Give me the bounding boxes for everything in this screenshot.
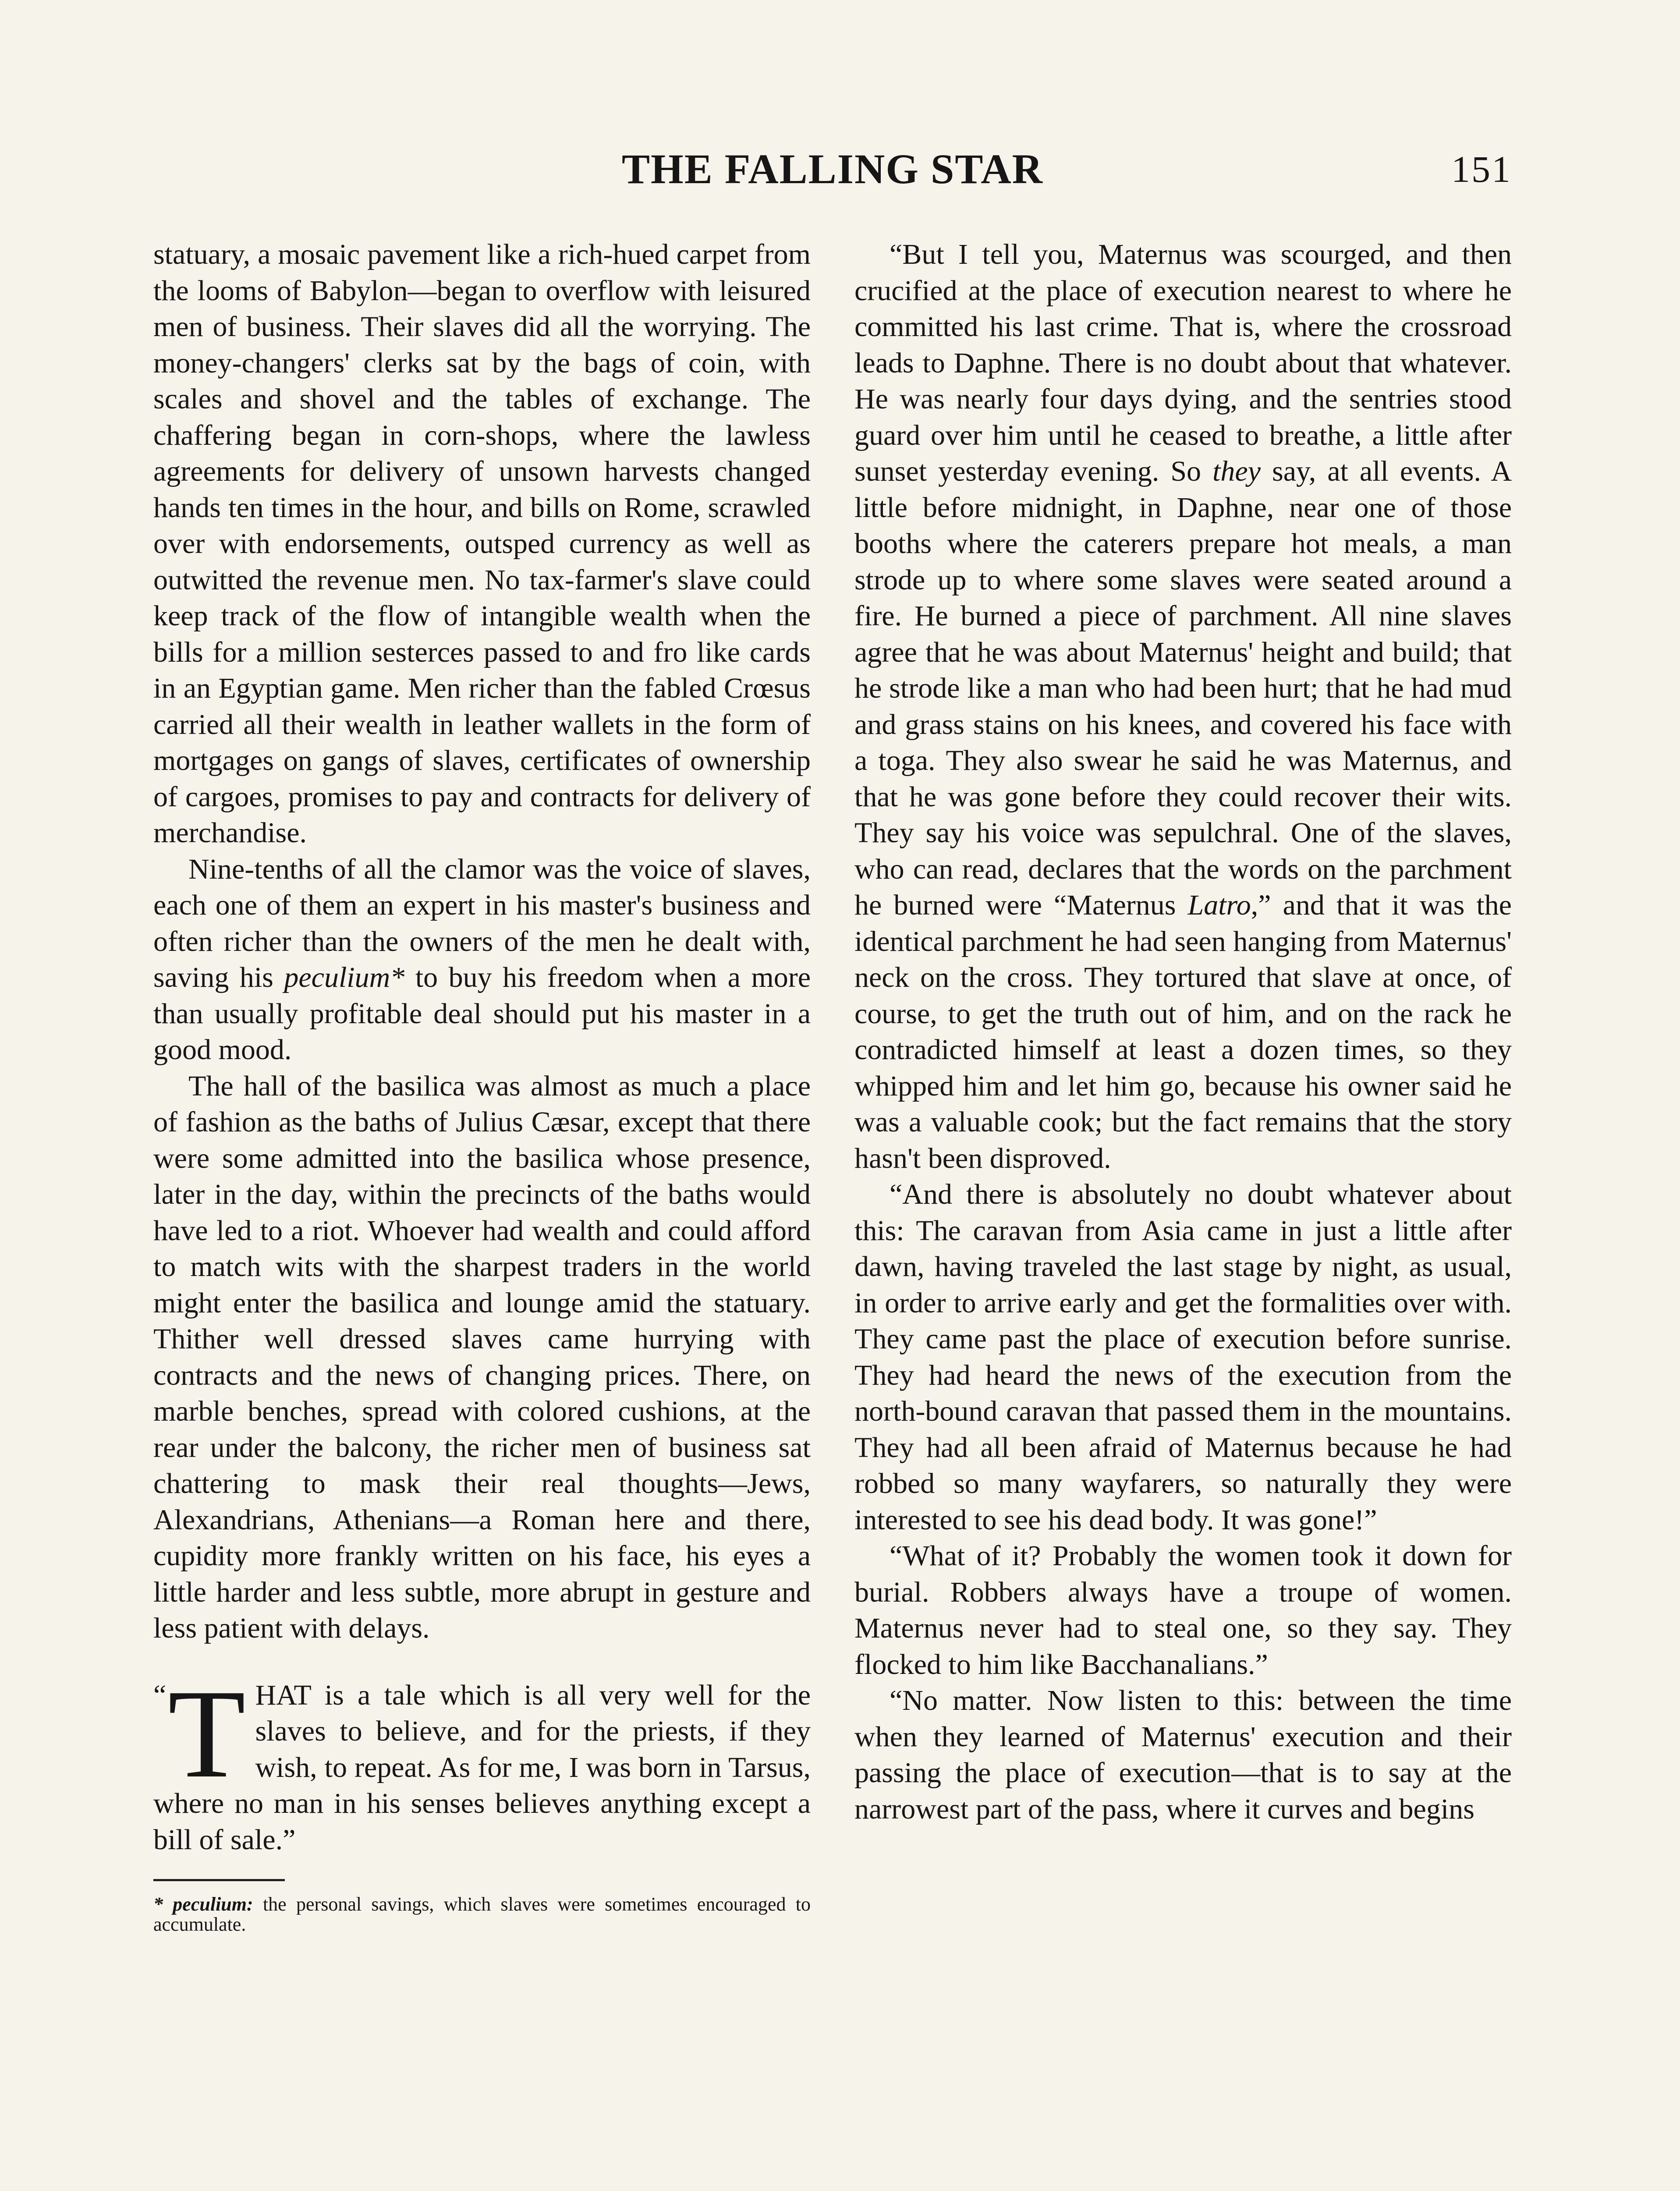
paragraph: “No matter. Now listen to this: between the time when they learned of Maternus' execution and their passing the place of execution—that is to say at the narrowest part of the pass, where it curves and begins bbox=[854, 1684, 1512, 1825]
paragraph: statuary, a mosaic pavement like a rich-hued carpet from the looms of Babylon—began to overflow with leisured men of business. Their slaves did all the worrying. The money-changers' clerks sat by the bags of coin, with scales and shovel and the tables of exchange. The chaffering began in corn-shops, where the lawless agreements for delivery of unsown harvests changed hands ten times in the hour, and bills on Rome, scrawled over with endorsements, outsped currency as well as outwitted the revenue men. No tax-farmer's slave could keep track of the flow of intangible wealth when the bills for a million sesterces passed to and fro like cards in an Egyptian game. Men richer than the fabled Crœsus carried all their wealth in leather wallets in the form of mortgages on gangs of slaves, certificates of ownership of cargoes, promises to pay and contracts for delivery of merchandise. bbox=[153, 238, 811, 849]
page-number: 151 bbox=[1451, 148, 1512, 190]
dropcap-paragraph bbox=[153, 1663, 811, 1858]
emphasis-text: they bbox=[1212, 455, 1261, 487]
footnote-term-reference: peculium* bbox=[284, 961, 405, 993]
left-column bbox=[153, 237, 811, 1935]
emphasis-text: Latro bbox=[1187, 889, 1251, 921]
paragraph-text: “But I tell you, Maternus was scourged, and then crucified at the place of execution nearest to where he committed his last crime. That is, where the crossroad leads to Daphne. There is no doubt about that whatever. He was nearly four days dying, and the sentries stood guard over him until he ceased to breathe, a little after sunset yesterday evening. So bbox=[854, 238, 1512, 487]
paragraph-text: Nine-tenths of all the clamor was the voice of slaves, each one of them an expert in his master's business and often richer than the owners of the men he dealt with, saving his bbox=[153, 853, 811, 993]
paragraph-text: to buy his freedom when a more than usually profitable deal should put his master in a good mood. bbox=[153, 961, 811, 1066]
running-title: THE FALLING STAR bbox=[622, 145, 1043, 192]
footnote-text: the personal savings, which slaves were sometimes encouraged to accumulate. bbox=[153, 1893, 811, 1935]
drop-cap-letter: T bbox=[168, 1663, 246, 1804]
page-header bbox=[153, 145, 1512, 202]
paragraph: The hall of the basilica was almost as much a place of fashion as the baths of Julius Cæsar, except that there were some admitted into the basilica whose presence, later in the day, within the precincts of the baths would have led to a riot. Whoever had wealth and could afford to match wits with the sharpest traders in the world might enter the basilica and lounge amid the statuary. Thither well dressed slaves came hurrying with contracts and the news of changing prices. There, on marble benches, spread with colored cushions, at the rear under the balcony, the richer men of business sat chattering to mask their real thoughts—Jews, Alexandrians, Athenians—a Roman here and there, cupidity more frankly written on his face, his eyes a little harder and less subtle, more abrupt in gesture and less patient with delays. bbox=[153, 1070, 811, 1644]
opening-quote-mark: “ bbox=[153, 1679, 167, 1711]
paragraph bbox=[854, 237, 1512, 1177]
paragraph: “What of it? Probably the women took it down for burial. Robbers always have a troupe of women. Maternus never had to steal one, so they say. They flocked to him like Bacchanalians.” bbox=[854, 1540, 1512, 1680]
paragraph-text: say, at all events. A little before midnight, in Daphne, near one of those booths where the caterers prepare hot meals, a man strode up to where some slaves were seated around a fire. He burned a piece of parchment. All nine slaves agree that he was about Maternus' height and build; that he strode like a man who had been hurt; that he had mud and grass stains on his knees, and covered his face with a toga. They also swear he said he was Maternus, and that he was gone before they could recover their wits. They say his voice was sepulchral. One of the slaves, who can read, declares that the words on the parchment he burned were “Maternus bbox=[854, 455, 1512, 921]
paragraph: “And there is absolutely no doubt whatever about this: The caravan from Asia came in just a little after dawn, having traveled the last stage by night, as usual, in order to arrive early and get the formalities over with. They came past the place of execution before sunrise. They had heard the news of the execution from the north-bound caravan that passed them in the mountains. They had all been afraid of Maternus because he had robbed so many wayfarers, so naturally they were interested to see his dead body. It was gone!” bbox=[854, 1178, 1512, 1536]
paragraph-text: ,” and that it was the identical parchment he had seen hanging from Maternus' neck on the cross. They tortured that slave at once, of course, to get the truth out of him, and on the rack he contradicted himself at least a dozen times, so they whipped him and let him go, because his owner said he was a valuable cook; but the fact remains that the story hasn't been disproved. bbox=[854, 889, 1512, 1174]
footnote bbox=[153, 1894, 811, 1935]
right-column bbox=[854, 237, 1512, 1827]
section-break bbox=[153, 1647, 811, 1677]
paragraph bbox=[153, 851, 811, 1068]
paragraph-text: HAT is a tale which is all very well for the slaves to believe, and for the priests, if they wish, to repeat. As for me, I was born in Tarsus, where no man in his senses believes anything except a bill of sale.” bbox=[153, 1679, 811, 1856]
footnote-term: * peculium: bbox=[153, 1893, 253, 1915]
footnote-divider bbox=[153, 1879, 285, 1881]
